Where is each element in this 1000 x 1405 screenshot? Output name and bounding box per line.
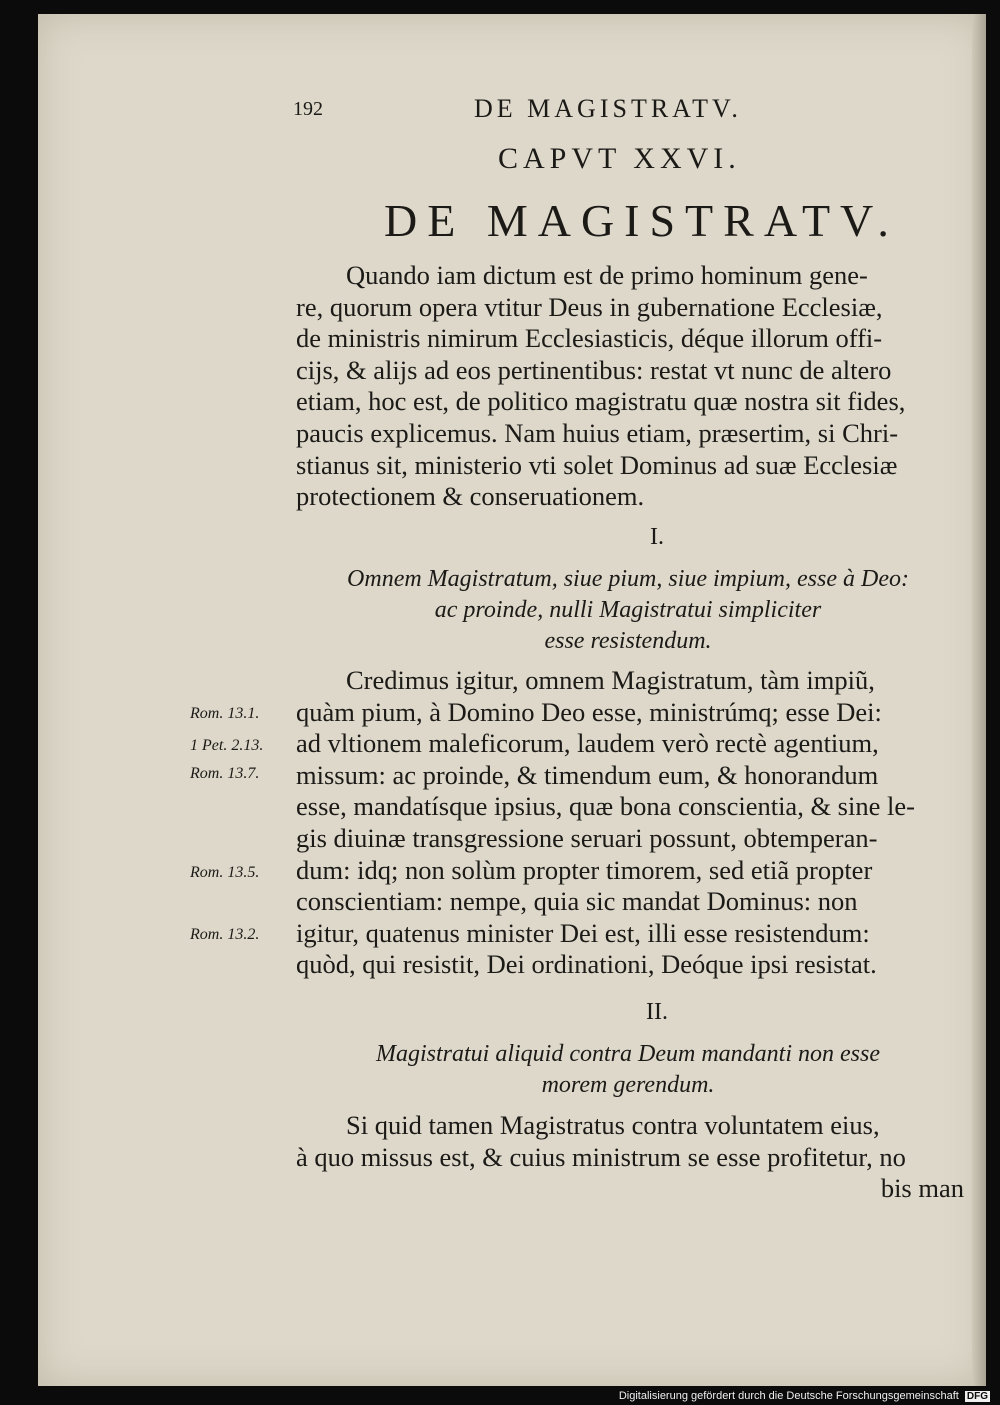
page-number: 192 bbox=[293, 98, 323, 120]
page-title: DE MAGISTRATV. bbox=[384, 195, 899, 246]
marginal-note: Rom. 13.1. bbox=[190, 705, 260, 722]
text-line: de ministris nimirum Ecclesiasticis, déque illorum offi- bbox=[296, 323, 883, 354]
text-line: conscientiam: nempe, quia sic mandat Dominus: non bbox=[296, 886, 858, 917]
section-heading-1 bbox=[298, 564, 958, 657]
digitization-credit bbox=[619, 1390, 990, 1402]
text-line: cijs, & alijs ad eos pertinentibus: restat vt nunc de altero bbox=[296, 354, 892, 385]
text-line: re, quorum opera vtitur Deus in gubernatione Ecclesiæ, bbox=[296, 291, 883, 322]
text-line: paucis explicemus. Nam huius etiam, præsertim, si Chri- bbox=[296, 417, 899, 448]
text-line: esse, mandatísque ipsius, quæ bona conscientia, & sine le- bbox=[296, 791, 915, 822]
marginal-note: Rom. 13.5. bbox=[190, 864, 260, 881]
dfg-logo: DFG bbox=[966, 1391, 988, 1402]
text-line: igitur, quatenus minister Dei est, illi esse resistendum: bbox=[296, 917, 870, 948]
text-line: dum: idq; non solùm propter timorem, sed etiã propter bbox=[296, 854, 873, 885]
text-line: à quo missus est, & cuius ministrum se esse profitetur, no bbox=[296, 1141, 906, 1172]
chapter-heading: CAPVT XXVI. bbox=[498, 142, 741, 175]
marginal-note: 1 Pet. 2.13. bbox=[190, 737, 264, 754]
catchword: bis man bbox=[880, 1173, 964, 1204]
text-line: missum: ac proinde, & timendum eum, & honorandum bbox=[296, 759, 879, 790]
heading-line: morem gerendum. bbox=[541, 1072, 715, 1098]
text-line: stianus sit, ministerio vti solet Dominus ad suæ Ecclesiæ bbox=[296, 449, 898, 480]
marginal-note: Rom. 13.2. bbox=[190, 926, 260, 943]
heading-line: esse resistendum. bbox=[544, 628, 712, 654]
marginal-note: Rom. 13.7. bbox=[190, 765, 260, 782]
text-line: Si quid tamen Magistratus contra voluntatem eius, bbox=[346, 1110, 880, 1140]
text-line: quòd, qui resistit, Dei ordinationi, Deóque ipsi resistat. bbox=[296, 949, 877, 980]
page-header bbox=[38, 94, 986, 138]
heading-line: Magistratui aliquid contra Deum mandanti non esse bbox=[376, 1041, 880, 1067]
section-numeral-1: I. bbox=[650, 524, 664, 550]
heading-line: ac proinde, nulli Magistratui simpliciter bbox=[434, 597, 822, 623]
text-line: ad vltionem maleficorum, laudem verò rectè agentium, bbox=[296, 728, 879, 759]
section-text-1 bbox=[296, 665, 964, 981]
section-text-2 bbox=[296, 1110, 964, 1205]
heading-line: Omnem Magistratum, siue pium, siue impium, esse à Deo: bbox=[347, 566, 909, 592]
page-edge bbox=[972, 14, 986, 1386]
text-line: Quando iam dictum est de primo hominum gene- bbox=[346, 260, 868, 290]
intro-paragraph bbox=[296, 260, 964, 513]
text-line: gis diuinæ transgressione seruari possunt, obtemperan- bbox=[296, 822, 878, 853]
section-numeral-2: II. bbox=[646, 999, 668, 1025]
text-line: quàm pium, à Domino Deo esse, ministrúmq; esse Dei: bbox=[296, 696, 882, 727]
text-line: etiam, hoc est, de politico magistratu quæ nostra sit fides, bbox=[296, 386, 906, 417]
text-line: Credimus igitur, omnem Magistratum, tàm impiũ, bbox=[346, 665, 875, 695]
credit-text: Digitalisierung gefördert durch die Deutsche Forschungsgemeinschaft bbox=[618, 1390, 959, 1402]
text-line: protectionem & conseruationem. bbox=[296, 481, 645, 512]
running-title: DE MAGISTRATV. bbox=[474, 94, 742, 123]
book-page bbox=[38, 14, 986, 1386]
section-heading-2 bbox=[298, 1039, 958, 1101]
